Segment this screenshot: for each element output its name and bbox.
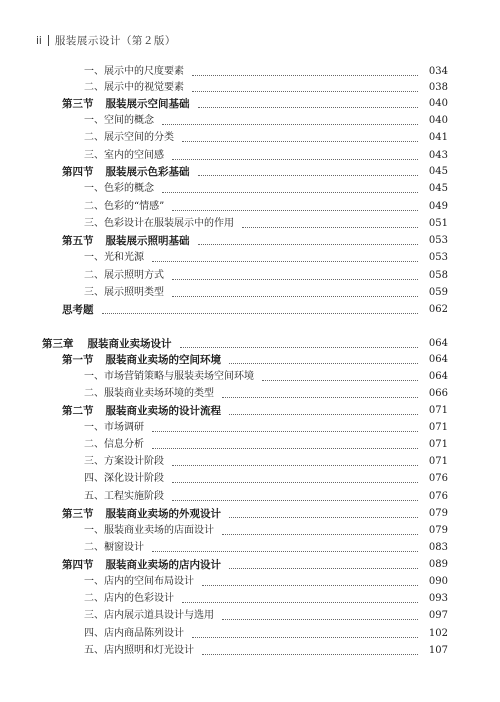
toc-page-number: 071	[428, 422, 448, 433]
header-divider	[48, 35, 49, 46]
toc-entry-label	[62, 302, 98, 318]
toc-entry-label	[84, 471, 168, 487]
toc-page-number: 097	[428, 610, 448, 621]
toc-dot-leader	[152, 431, 418, 432]
header-book-title: 服装展示设计（第２版）	[54, 35, 176, 47]
toc-row-item[interactable]	[84, 285, 448, 301]
toc-page-number: 083	[428, 542, 448, 553]
toc-row-item[interactable]	[84, 574, 448, 590]
toc-dot-leader	[229, 363, 418, 364]
toc-dot-leader	[102, 313, 419, 314]
toc-dot-leader	[162, 192, 418, 193]
toc-entry-label	[84, 285, 168, 301]
toc-dot-leader	[198, 244, 419, 245]
toc-dot-leader	[222, 619, 418, 620]
toc-entry-title: 二、服装商业卖场环境的类型	[84, 388, 214, 399]
toc-entry-label	[62, 233, 194, 249]
toc-page-number: 045	[428, 183, 448, 194]
toc-entry-title: 一、色彩的概念	[84, 183, 154, 194]
toc-page-number: 076	[428, 473, 448, 484]
toc-entry-title: 二、色彩的“情感”	[84, 201, 165, 212]
toc-page-number: 059	[428, 287, 448, 298]
toc-entry-number: 第二节	[62, 405, 94, 417]
toc-page-number: 079	[428, 508, 448, 519]
toc-entry-title: 二、橱窗设计	[84, 542, 144, 553]
toc-entry-title: 二、展示照明方式	[84, 270, 164, 281]
toc-dot-leader	[202, 654, 418, 655]
toc-row-item[interactable]	[84, 80, 448, 96]
toc-page-number: 043	[428, 150, 448, 161]
toc-row-section[interactable]	[62, 96, 448, 112]
toc-entry-title: 三、室内的空间感	[84, 150, 164, 161]
toc-entry-title: 服装展示空间基础	[105, 98, 190, 110]
toc-entry-label	[84, 216, 238, 232]
toc-dot-leader	[172, 159, 418, 160]
toc-page-number: 107	[428, 645, 448, 656]
toc-page-number: 093	[428, 593, 448, 604]
toc-entry-label	[84, 420, 148, 436]
toc-page-number: 040	[428, 115, 448, 126]
toc-entry-title: 服装商业卖场的店内设计	[105, 559, 221, 571]
toc-entry-title: 一、空间的概念	[84, 115, 154, 126]
toc-row-item[interactable]	[84, 369, 448, 385]
toc-entry-label	[62, 557, 225, 573]
toc-dot-leader	[152, 261, 418, 262]
toc-entry-label	[84, 130, 178, 146]
toc-page-number: 040	[428, 98, 448, 109]
toc-row-item[interactable]	[84, 216, 448, 232]
toc-page-number: 064	[428, 354, 448, 365]
toc-entry-title: 服装商业卖场设计	[87, 338, 172, 350]
toc-row-item[interactable]	[84, 471, 448, 487]
toc-entry-number: 第三章	[42, 338, 74, 350]
toc-page-number: 049	[428, 201, 448, 212]
toc-entry-title: 二、信息分析	[84, 439, 144, 450]
toc-row-section[interactable]	[62, 352, 448, 368]
toc-row-item[interactable]	[84, 540, 448, 556]
toc-row-item[interactable]	[84, 64, 448, 80]
toc-entry-title: 一、店内的空间布局设计	[84, 576, 194, 587]
toc-entry-number: 第四节	[62, 559, 94, 571]
toc-row-section[interactable]	[62, 403, 448, 419]
toc-page-number: 102	[428, 628, 448, 639]
toc-entry-label	[84, 540, 148, 556]
toc-page-number: 038	[428, 82, 448, 93]
toc-entry-number: 第三节	[62, 508, 94, 520]
toc-row-item[interactable]	[84, 437, 448, 453]
toc-page-number: 079	[428, 525, 448, 536]
toc-entry-title: 二、展示空间的分类	[84, 132, 174, 143]
toc-entry-title: 四、店内商品陈列设计	[84, 628, 184, 639]
toc-dot-leader	[192, 91, 418, 92]
toc-row-extra[interactable]	[62, 302, 448, 318]
toc-dot-leader	[172, 465, 418, 466]
toc-dot-leader	[152, 551, 418, 552]
toc-entry-label	[84, 437, 148, 453]
toc-entry-number: 第三节	[62, 98, 94, 110]
toc-page-number: 053	[428, 252, 448, 263]
toc-row-chapter[interactable]	[42, 336, 448, 352]
toc-entry-label	[84, 113, 158, 129]
toc-row-item[interactable]	[84, 148, 448, 164]
toc-entry-title: 服装展示照明基础	[105, 235, 190, 247]
toc-entry-label	[84, 608, 218, 624]
toc-dot-leader	[192, 637, 418, 638]
toc-page-number: 071	[428, 456, 448, 467]
toc-entry-label	[84, 268, 168, 284]
toc-entry-title: 四、深化设计阶段	[84, 473, 164, 484]
toc-page-number: 089	[428, 559, 448, 570]
toc-page-number: 071	[428, 405, 448, 416]
toc-row-section[interactable]	[62, 164, 448, 180]
toc-entry-label	[84, 369, 258, 385]
toc-entry-title: 一、服装商业卖场的店面设计	[84, 525, 214, 536]
toc-dot-leader	[162, 124, 418, 125]
toc-page-number: 062	[428, 304, 448, 315]
toc-entry-label	[62, 506, 225, 522]
toc-entry-label	[84, 454, 168, 470]
toc-page-number: 051	[428, 218, 448, 229]
toc-row-section[interactable]	[62, 557, 448, 573]
toc-row-section[interactable]	[62, 506, 448, 522]
toc-entry-label	[42, 336, 176, 352]
toc-row-item[interactable]	[84, 250, 448, 266]
toc-entry-label	[84, 199, 168, 215]
toc-entry-label	[84, 250, 148, 266]
toc-entry-title: 五、店内照明和灯光设计	[84, 645, 194, 656]
toc-entry-label	[84, 386, 218, 402]
toc-row-item[interactable]	[84, 523, 448, 539]
toc-row-item[interactable]	[84, 454, 448, 470]
toc-entry-label	[62, 403, 225, 419]
toc-entry-title: 二、店内的色彩设计	[84, 593, 174, 604]
toc-dot-leader	[222, 397, 418, 398]
toc-entry-label	[62, 352, 225, 368]
toc-entry-title: 一、光和光源	[84, 252, 144, 263]
toc-dot-leader	[198, 107, 419, 108]
toc-row-item[interactable]	[84, 386, 448, 402]
toc-entry-title: 二、展示中的视觉要素	[84, 82, 184, 93]
running-header	[36, 33, 176, 48]
toc-entry-label	[84, 148, 168, 164]
toc-dot-leader	[180, 347, 419, 348]
toc-row-item[interactable]	[84, 199, 448, 215]
toc-row-item[interactable]	[84, 626, 448, 642]
toc-row-item[interactable]	[84, 420, 448, 436]
toc-page-number: 053	[428, 235, 448, 246]
toc-row-item[interactable]	[84, 181, 448, 197]
toc-page-number: 034	[428, 66, 448, 77]
toc-dot-leader	[229, 568, 418, 569]
toc-entry-title: 一、展示中的尺度要素	[84, 66, 184, 77]
toc-entry-label	[84, 489, 168, 505]
toc-row-item[interactable]	[84, 643, 448, 659]
toc-dot-leader	[229, 414, 418, 415]
toc-dot-leader	[182, 141, 418, 142]
toc-entry-title: 三、方案设计阶段	[84, 456, 164, 467]
toc-dot-leader	[172, 296, 418, 297]
toc-entry-title: 三、色彩设计在服装展示中的作用	[84, 218, 234, 229]
toc-entry-label	[84, 591, 178, 607]
toc-page-number: 066	[428, 388, 448, 399]
toc-entry-number: 第五节	[62, 235, 94, 247]
toc-row-section[interactable]	[62, 233, 448, 249]
toc-entry-title: 服装商业卖场的空间环境	[105, 354, 221, 366]
toc-entry-label	[84, 626, 188, 642]
toc-entry-number: 第一节	[62, 354, 94, 366]
toc-page-number: 041	[428, 132, 448, 143]
toc-entry-label	[84, 643, 198, 659]
toc-row-item[interactable]	[84, 591, 448, 607]
toc-page-number: 045	[428, 166, 448, 177]
toc-dot-leader	[172, 500, 418, 501]
toc-dot-leader	[172, 482, 418, 483]
toc-entry-title: 一、市场营销策略与服装卖场空间环境	[84, 371, 254, 382]
toc-entry-title: 三、店内展示道具设计与选用	[84, 610, 214, 621]
toc-row-item[interactable]	[84, 268, 448, 284]
toc-row-item[interactable]	[84, 113, 448, 129]
toc-entry-label	[84, 80, 188, 96]
toc-entry-title: 五、工程实施阶段	[84, 491, 164, 502]
toc-row-item[interactable]	[84, 489, 448, 505]
toc-page-number: 058	[428, 270, 448, 281]
toc-entry-title: 服装商业卖场的外观设计	[105, 508, 221, 520]
toc-entry-label	[84, 574, 198, 590]
toc-dot-leader	[198, 175, 419, 176]
toc-entry-label	[84, 64, 188, 80]
toc-entry-label	[62, 96, 194, 112]
toc-entry-label	[84, 523, 218, 539]
toc-page-number: 076	[428, 491, 448, 502]
toc-dot-leader	[242, 227, 418, 228]
toc-row-item[interactable]	[84, 130, 448, 146]
toc-page-number: 064	[428, 338, 448, 349]
toc-dot-leader	[172, 279, 418, 280]
toc-entry-title: 服装商业卖场的设计流程	[105, 405, 221, 417]
toc-page-number: 090	[428, 576, 448, 587]
toc-row-item[interactable]	[84, 608, 448, 624]
toc-entry-title: 三、展示照明类型	[84, 287, 164, 298]
toc-dot-leader	[182, 602, 418, 603]
toc-dot-leader	[152, 448, 418, 449]
toc-dot-leader	[222, 534, 418, 535]
toc-entry-number: 第四节	[62, 166, 94, 178]
toc-entry-title: 服装展示色彩基础	[105, 166, 190, 178]
toc-entry-title: 一、市场调研	[84, 422, 144, 433]
toc-dot-leader	[172, 210, 418, 211]
toc-dot-leader	[262, 380, 418, 381]
toc-entry-title: 思考题	[62, 304, 94, 316]
toc-entry-label	[84, 181, 158, 197]
toc-page-number: 064	[428, 371, 448, 382]
toc-dot-leader	[202, 585, 418, 586]
toc-dot-leader	[192, 75, 418, 76]
toc-page-number: 071	[428, 439, 448, 450]
header-page-number: ii	[36, 34, 42, 47]
toc-dot-leader	[229, 517, 418, 518]
toc-entry-label	[62, 164, 194, 180]
